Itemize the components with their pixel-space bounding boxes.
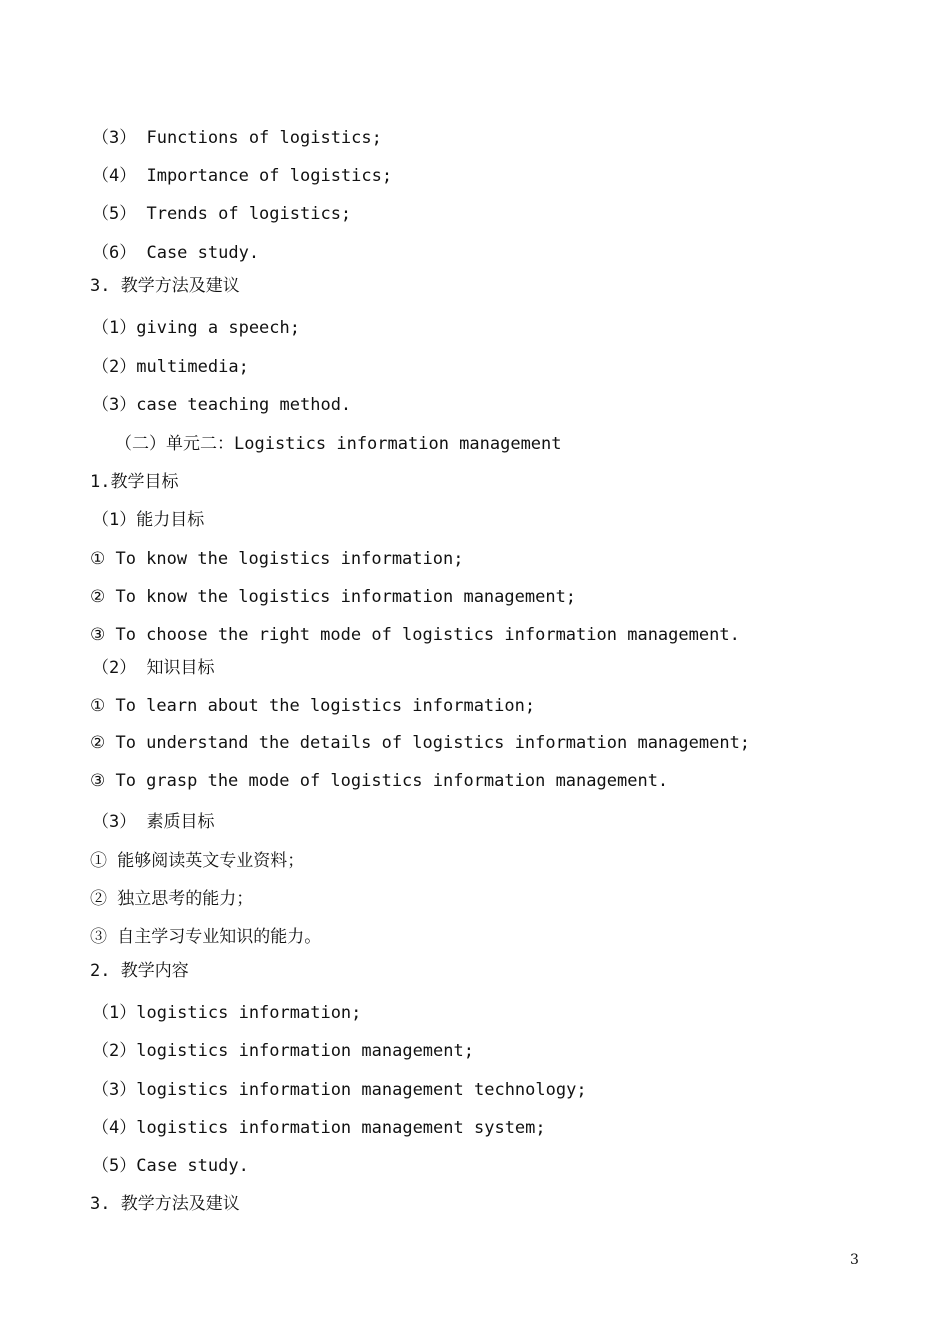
list-item: （3）logistics information management technology; [92, 1080, 587, 1100]
list-item: （1）giving a speech; [92, 318, 300, 338]
section-heading: 3. 教学方法及建议 [90, 276, 240, 296]
list-item: ② To know the logistics information management; [90, 587, 577, 607]
list-item: （4） Importance of logistics; [92, 166, 393, 186]
list-item: ① 能够阅读英文专业资料； [90, 851, 305, 871]
list-item: ② To understand the details of logistics information management; [90, 733, 751, 753]
page-number: 3 [850, 1252, 859, 1268]
list-item: （4）logistics information management system; [92, 1118, 546, 1138]
list-item: ③ 自主学习专业知识的能力。 [90, 927, 322, 947]
list-item: ① To learn about the logistics information; [90, 696, 536, 716]
list-item: ② 独立思考的能力； [90, 889, 254, 909]
list-item: （2）multimedia; [92, 357, 249, 377]
list-item: ③ To grasp the mode of logistics information management. [90, 771, 669, 791]
list-item: （1）logistics information; [92, 1003, 362, 1023]
section-heading: 1.教学目标 [90, 472, 179, 492]
list-item: ① To know the logistics information; [90, 549, 464, 569]
list-item: （2）logistics information management; [92, 1041, 474, 1061]
subsection-heading: （2） 知识目标 [92, 658, 215, 678]
subsection-heading: （1）能力目标 [92, 510, 205, 530]
section-heading: 3. 教学方法及建议 [90, 1194, 240, 1214]
list-item: （5） Trends of logistics; [92, 204, 352, 224]
list-item: （6） Case study. [92, 243, 260, 263]
section-heading: 2. 教学内容 [90, 961, 189, 981]
subsection-heading: （3） 素质目标 [92, 812, 215, 832]
list-item: （3）case teaching method. [92, 395, 352, 415]
list-item: （5）Case study. [92, 1156, 249, 1176]
list-item: ③ To choose the right mode of logistics information management. [90, 625, 740, 645]
list-item: （3） Functions of logistics; [92, 128, 382, 148]
unit-heading: （二）单元二：Logistics information management [115, 434, 562, 454]
